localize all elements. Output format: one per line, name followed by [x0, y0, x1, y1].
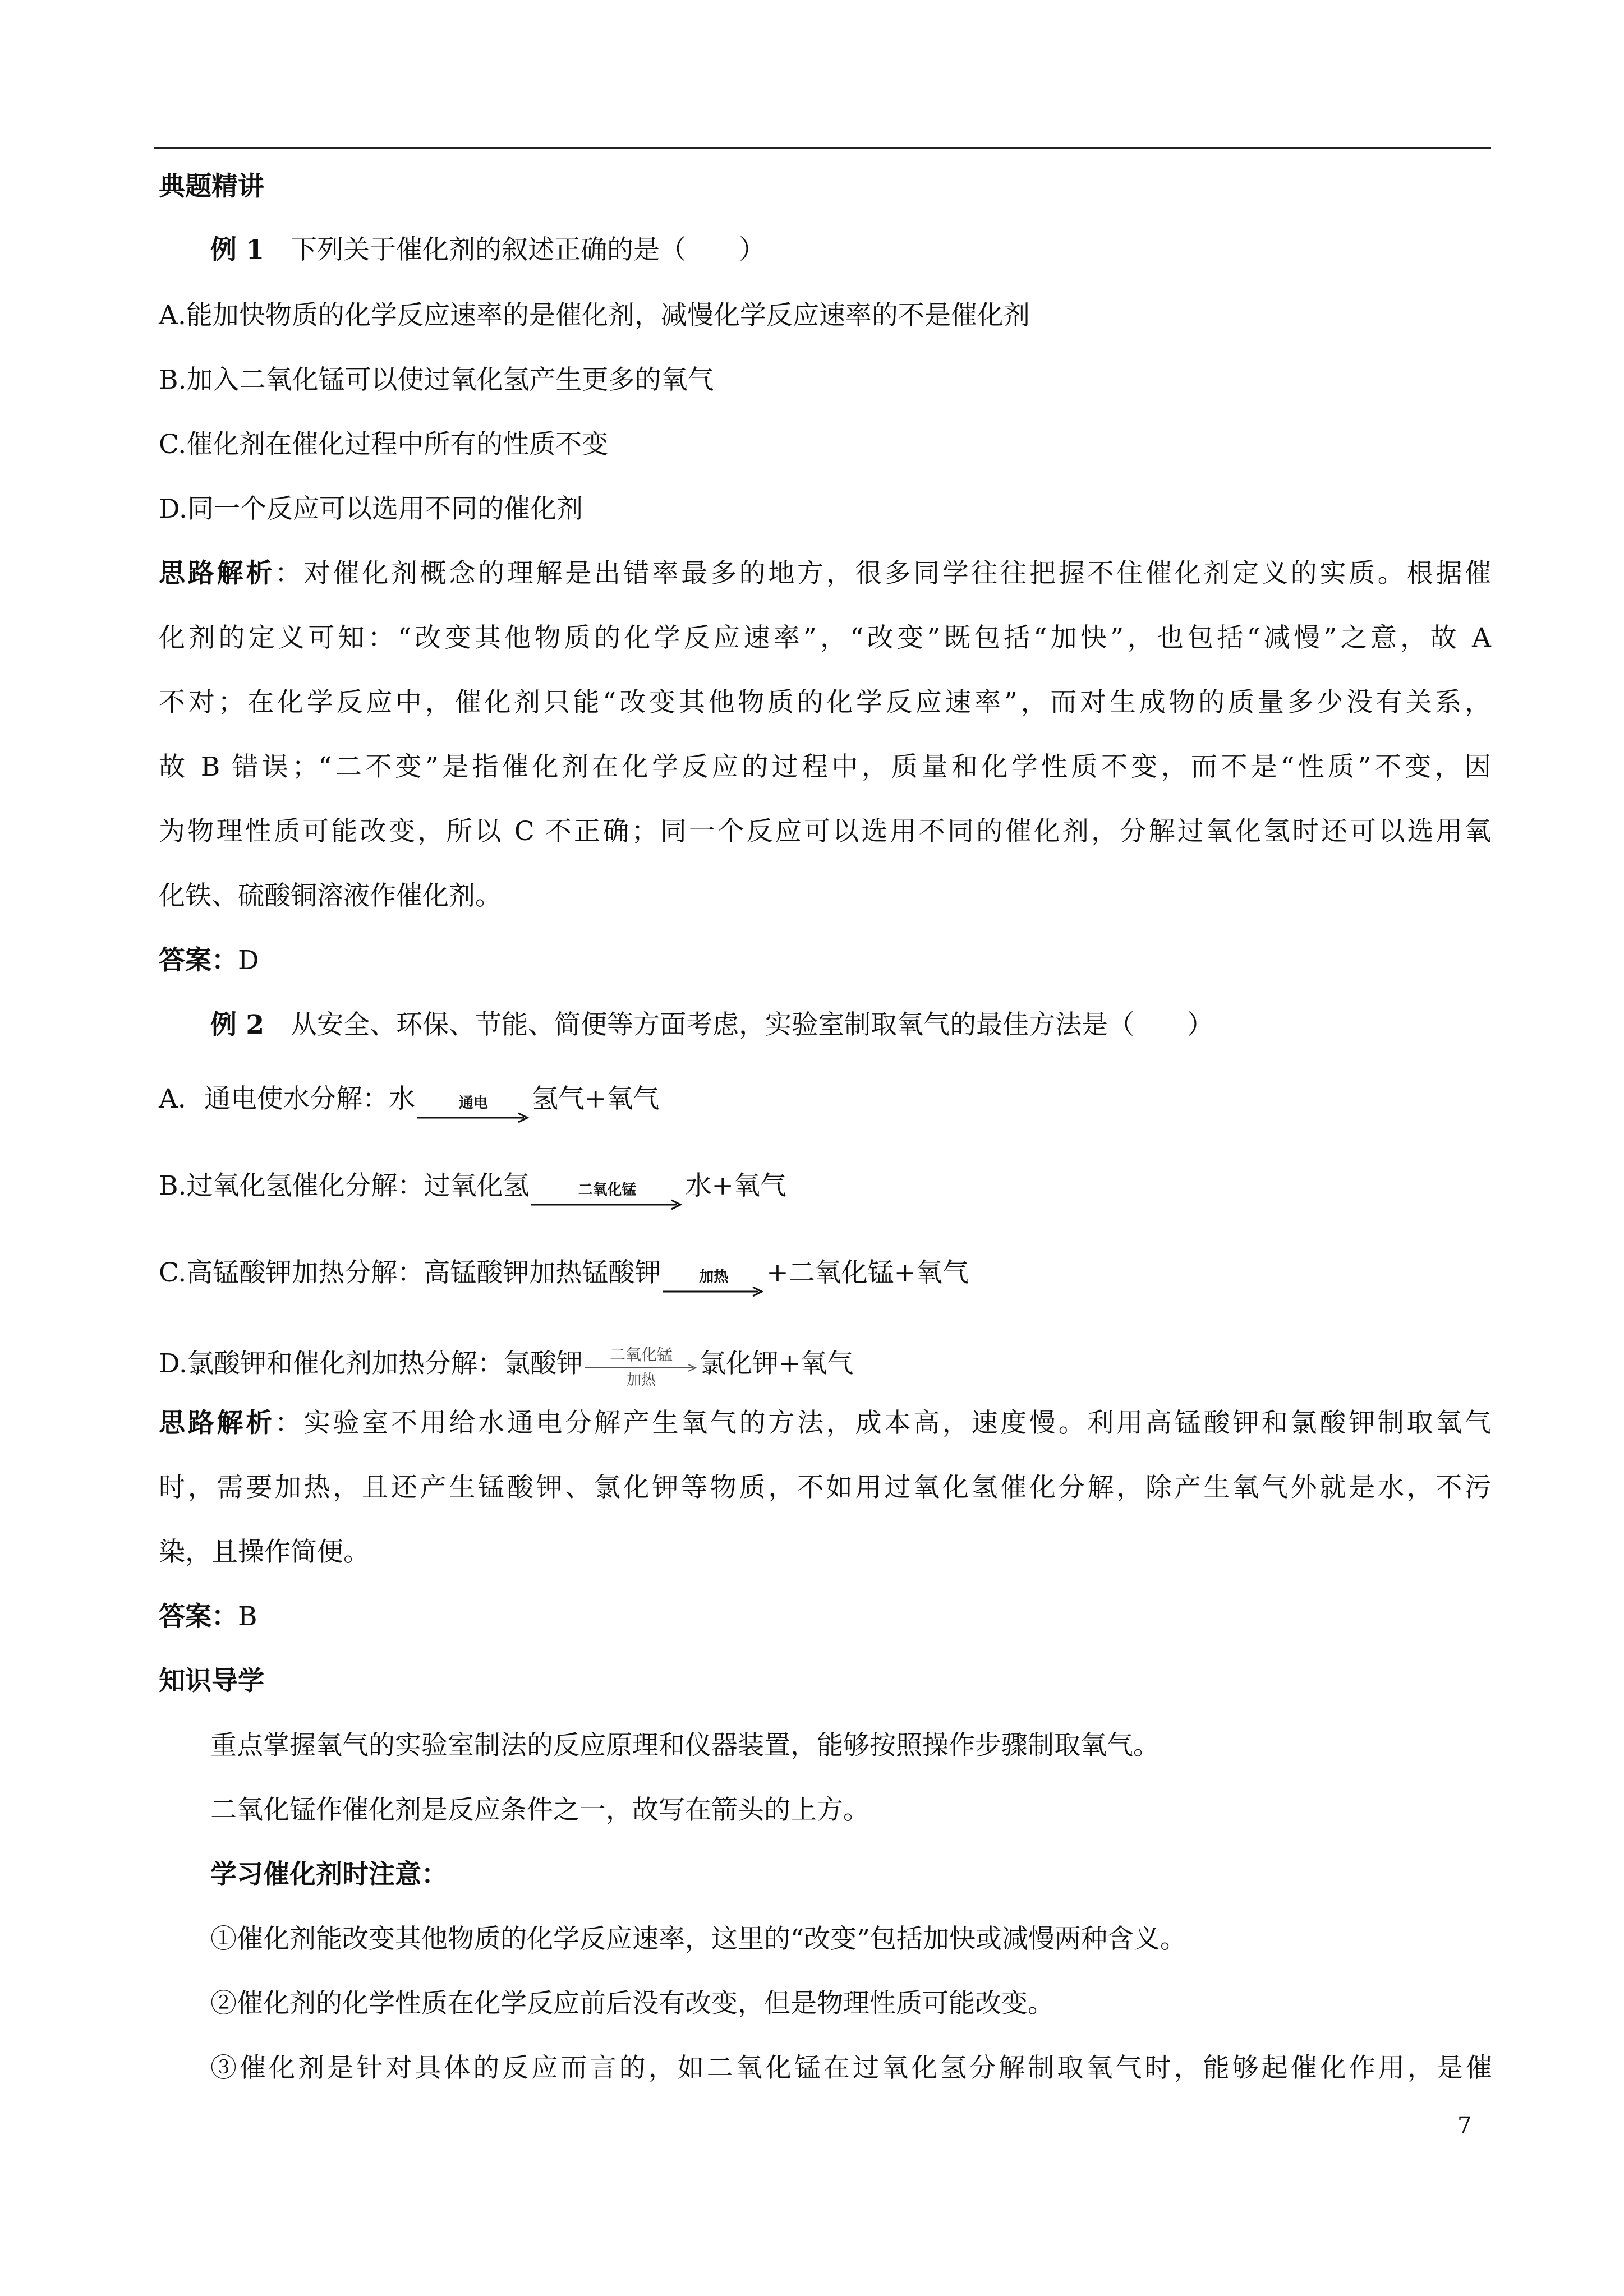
example-1-option-c: C.催化剂在催化过程中所有的性质不变	[159, 429, 609, 460]
reaction-arrow: 二氧化锰	[531, 1182, 683, 1211]
example-1-answer-label: 答案：	[159, 945, 238, 976]
example-1-analysis-line-2: 化剂的定义可知：“改变其他物质的化学反应速率”，“改变”既包括“加快”，也包括“减慢”之意，故 A	[159, 623, 1491, 653]
example-2-analysis-line-2: 时，需要加热，且还产生锰酸钾、氯化钾等物质，不如用过氧化氢催化分解，除产生氧气外就是水，不污	[159, 1472, 1491, 1503]
example-2-answer-label: 答案：	[159, 1601, 238, 1632]
example-1-analysis-label: 思路解析	[159, 558, 275, 589]
example-2-analysis-label: 思路解析	[159, 1408, 275, 1439]
section-title-knowledge-guide: 知识导学	[159, 1666, 264, 1696]
guide-paragraph-2: 二氧化锰作催化剂是反应条件之一，故写在箭头的上方。	[210, 1795, 869, 1825]
page-number: 7	[1457, 2113, 1472, 2138]
example-1-analysis-line-6: 化铁、硫酸铜溶液作催化剂。	[159, 880, 502, 911]
example-1-option-d: D.同一个反应可以选用不同的催化剂	[159, 494, 583, 524]
guide-subtitle: 学习催化剂时注意：	[210, 1859, 448, 1890]
reaction-arrow: 加热	[663, 1269, 764, 1298]
example-1-analysis-line-5: 为物理性质可能改变，所以 C 不正确；同一个反应可以选用不同的催化剂，分解过氧化氢时还可以选用氧	[159, 816, 1491, 847]
example-1-analysis-line-3: 不对；在化学反应中，催化剂只能“改变其他物质的化学反应速率”，而对生成物的质量多少没有关系，	[159, 687, 1491, 718]
example-2-analysis-line-1: 思路解析：实验室不用给水通电分解产生氧气的方法，成本高，速度慢。利用高锰酸钾和氯酸钾制取氧气	[159, 1408, 1492, 1439]
example-2-analysis-line-3: 染，且操作简便。	[159, 1537, 370, 1567]
example-2-option-c: C.高锰酸钾加热分解：高锰酸钾加热锰酸钾 加热 +二氧化锰+氧气	[159, 1256, 969, 1298]
reaction-arrow: 二氧化锰 加热	[585, 1346, 697, 1389]
guide-item-3: ③催化剂是针对具体的反应而言的，如二氧化锰在过氧化氢分解制取氧气时，能够起催化作用，是催	[210, 2053, 1492, 2083]
example-1-question	[210, 233, 765, 267]
example-1-answer	[159, 944, 259, 978]
example-2-question	[210, 1008, 1213, 1042]
guide-paragraph-1: 重点掌握氧气的实验室制法的反应原理和仪器装置，能够按照操作步骤制取氧气。	[210, 1730, 1160, 1761]
example-2-answer	[159, 1600, 257, 1634]
guide-item-2: ②催化剂的化学性质在化学反应前后没有改变，但是物理性质可能改变。	[210, 1988, 1054, 2019]
example-1-analysis-line-1: 思路解析：对催化剂概念的理解是出错率最多的地方，很多同学往往把握不住催化剂定义的实质。根据催	[159, 558, 1492, 589]
example-1-analysis-line-4: 故 B 错误；“二不变”是指催化剂在化学反应的过程中，质量和化学性质不变，而不是“性质”不变，因	[159, 751, 1491, 782]
reaction-arrow: 通电	[417, 1095, 530, 1124]
example-2-label: 例 2	[210, 1009, 265, 1040]
example-1-question-text: 下列关于催化剂的叙述正确的是（ ）	[291, 234, 766, 265]
example-2-question-text: 从安全、环保、节能、简便等方面考虑，实验室制取氧气的最佳方法是（ ）	[291, 1009, 1214, 1040]
example-1-option-a: A.能加快物质的化学反应速率的是催化剂，减慢化学反应速率的不是催化剂	[159, 300, 1030, 331]
example-2-option-d: D.氯酸钾和催化剂加热分解：氯酸钾 二氧化锰 加热 氯化钾+氧气	[159, 1345, 854, 1389]
example-1-option-b: B.加入二氧化锰可以使过氧化氢产生更多的氧气	[159, 365, 714, 395]
example-1-label: 例 1	[210, 234, 265, 265]
section-title-typical-examples: 典题精讲	[159, 171, 264, 202]
example-2-answer-value: B	[238, 1601, 257, 1632]
example-2-option-b: B.过氧化氢催化分解：过氧化氢 二氧化锰 水+氧气	[159, 1169, 786, 1211]
example-1-answer-value: D	[238, 945, 259, 976]
header-rule	[154, 147, 1491, 149]
example-2-option-a: A．通电使水分解：水 通电 氢气+氧气	[159, 1082, 659, 1124]
guide-item-1: ①催化剂能改变其他物质的化学反应速率，这里的“改变”包括加快或减慢两种含义。	[210, 1924, 1187, 1954]
